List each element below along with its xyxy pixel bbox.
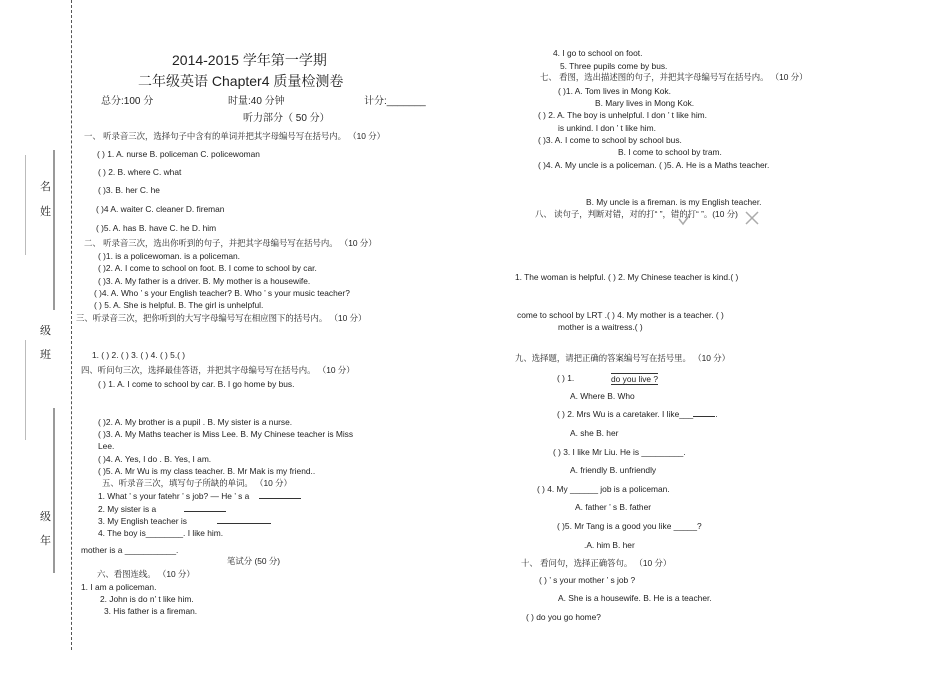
question-line xyxy=(557,409,718,419)
listening-section-title: 听力部分（ 50 分） xyxy=(243,113,330,124)
question-line: 1. The woman is helpful. ( ) 2. My Chinese teacher is kind.( ) xyxy=(515,272,739,282)
side-label-ming: 名 xyxy=(40,181,51,193)
question-line: ( ) 1. A. I come to school by car. B. I go home by bus. xyxy=(98,379,295,389)
year-term: 2014-2015 学年第一学期 xyxy=(172,52,327,68)
underlined-blank-text xyxy=(611,373,658,384)
question-line: ( ) 5. A. She is helpful. B. The girl is unhelpful. xyxy=(94,300,264,310)
question-line: ( ) 3. I like Mr Liu. He is _________. xyxy=(553,447,686,457)
blank-question-text: do you live ? xyxy=(611,374,659,384)
question-line: ( )4 A. waiter C. cleaner D. fireman xyxy=(96,204,225,214)
section-6-title: 六、看图连线。 （10 分） xyxy=(97,569,195,579)
section-8-title: 八、 读句子，判断对错，对的打“ ”，错的打“ ”。(10 分) xyxy=(535,209,738,219)
question-line: ( ) do you go home? xyxy=(526,612,601,622)
question-line xyxy=(98,516,271,526)
binding-dashed-line xyxy=(71,0,72,650)
question-line: ( )5. A. has B. have C. he D. him xyxy=(96,223,217,233)
question-line: ( )4. A. Yes, I do . B. Yes, I am. xyxy=(98,454,212,464)
question-line: ( )2. A. My brother is a pupil . B. My sister is a nurse. xyxy=(98,417,293,427)
question-line: ( ) 2. B. where C. what xyxy=(98,167,182,177)
section-4-title: 四、听问句三次，选择最佳答语，并把其字母编号写在括号内。 （10 分） xyxy=(81,365,355,375)
side-label-xing: 姓 xyxy=(40,206,51,218)
section-10-title: 十、 看问句，选择正确答句。 （10 分） xyxy=(521,558,672,568)
answer-blank[interactable] xyxy=(693,416,715,417)
question-line: ( ) 2. A. The boy is unhelpful. I don ’ t like him. xyxy=(538,110,707,120)
section-1-title: 一、 听录音三次，选择句子中含有的单词并把其字母编号写在括号内。 （10 分） xyxy=(84,131,386,141)
side-label-ji: 级 xyxy=(40,325,51,337)
answer-blank[interactable] xyxy=(217,523,271,524)
binding-mark xyxy=(53,150,55,310)
question-line: ( )4. A. Who ’ s your English teacher? B. Who ’ s your music teacher? xyxy=(94,288,350,298)
answer-blank[interactable] xyxy=(184,511,226,512)
question-text: 3. My English teacher is xyxy=(98,516,187,526)
question-line: 1. I am a policeman. xyxy=(81,582,157,592)
side-label-nian: 年 xyxy=(40,535,51,547)
section-5-title: 五、听录音三次，填写句子所缺的单词。 （10 分） xyxy=(102,478,292,488)
options-line: A. friendly B. unfriendly xyxy=(570,465,657,475)
side-label-ban: 班 xyxy=(40,349,51,361)
question-line: ( )5. A. Mr Wu is my class teacher. B. Mr Mak is my friend.. xyxy=(98,466,316,476)
total-score: 总分:100 分 xyxy=(101,96,154,107)
side-line xyxy=(25,155,26,255)
side-label-nianji: 级 xyxy=(40,511,51,523)
question-suffix: . xyxy=(715,409,718,419)
section-9-title: 九、选择题，请把正确的答案编号写在括号里。 （10 分） xyxy=(515,353,730,363)
binding-mark xyxy=(53,408,55,573)
question-line: come to school by LRT .( ) 4. My mother is a teacher. ( ) xyxy=(517,310,724,320)
time-limit: 时量:40 分钟 xyxy=(228,96,285,107)
options-line: A. she B. her xyxy=(570,428,619,438)
section-2-title: 二、 听录音三次，选出你听到的句子，并把其字母编号写在括号内。 （10 分） xyxy=(84,238,377,248)
question-line: B. Mary lives in Mong Kok. xyxy=(595,98,695,108)
section-3-title: 三、听录音三次，把你听到的大写字母编号写在相应图下的括号内。 （10 分） xyxy=(76,313,367,323)
question-line: is unkind. I don ’ t like him. xyxy=(558,123,656,133)
question-text: 1. What ’ s your fatehr ’ s job? — He ’ s a xyxy=(98,491,250,501)
options-line: A. She is a housewife. B. He is a teacher. xyxy=(558,593,712,603)
question-line xyxy=(98,491,301,501)
section-7-title: 七、 看图，选出描述图的句子，并把其字母编号写在括号内。 （10 分） xyxy=(540,72,808,82)
question-text: 2. My sister is a xyxy=(98,504,157,514)
question-line: 4. The boy is________. I like him. xyxy=(98,528,224,538)
question-line: mother is a waitress.( ) xyxy=(558,322,643,332)
question-line: ( )3. A. My father is a driver. B. My mother is a housewife. xyxy=(98,276,311,286)
question-line: ( )3. B. her C. he xyxy=(98,185,160,195)
written-section-title: 笔试分 (50 分) xyxy=(227,556,281,566)
question-line: ( ) 1. xyxy=(557,373,575,383)
options-line: A. Where B. Who xyxy=(570,391,635,401)
side-line xyxy=(25,340,26,440)
question-line: ( ) 4. My ______ job is a policeman. xyxy=(537,484,670,494)
question-line: B. My uncle is a fireman. is my English teacher. xyxy=(586,197,762,207)
question-line: ( )2. A. I come to school on foot. B. I come to school by car. xyxy=(98,263,317,273)
question-line: ( )5. Mr Tang is a good you like _____? xyxy=(557,521,702,531)
options-line: .A. him B. her xyxy=(584,540,635,550)
page-title: 二年级英语 Chapter4 质量检测卷 xyxy=(138,73,344,89)
question-line: ( )4. A. My uncle is a policeman. ( )5. A. He is a Maths teacher. xyxy=(538,160,770,170)
question-line: mother is a ___________. xyxy=(81,545,179,555)
cross-icon xyxy=(744,210,760,226)
question-line: ( ) 1. A. nurse B. policeman C. policewoman xyxy=(97,149,260,159)
check-icon xyxy=(677,211,693,227)
question-line: ( )1. A. Tom lives in Mong Kok. xyxy=(558,86,671,96)
question-line xyxy=(98,504,226,514)
question-line: 4. I go to school on foot. xyxy=(553,48,643,58)
question-line: ( )1. is a policewoman. is a policeman. xyxy=(98,251,240,261)
question-line: ( ) ’ s your mother ’ s job ? xyxy=(539,575,636,585)
question-line: 2. John is do n’ t like him. xyxy=(100,594,194,604)
question-line: ( )3. A. My Maths teacher is Miss Lee. B. My Chinese teacher is Miss xyxy=(98,429,354,439)
options-line: A. father ’ s B. father xyxy=(575,502,652,512)
question-line: Lee. xyxy=(98,441,115,451)
question-text: ( ) 2. Mrs Wu is a caretaker. I like___ xyxy=(557,409,694,419)
score-field: 计分:_______ xyxy=(364,96,426,107)
question-line: 5. Three pupils come by bus. xyxy=(560,61,668,71)
question-line: ( )3. A. I come to school by school bus. xyxy=(538,135,682,145)
answer-blank[interactable] xyxy=(259,498,301,499)
question-line: 1. ( ) 2. ( ) 3. ( ) 4. ( ) 5.( ) xyxy=(92,350,186,360)
question-line: B. I come to school by tram. xyxy=(618,147,722,157)
question-line: 3. His father is a fireman. xyxy=(104,606,198,616)
